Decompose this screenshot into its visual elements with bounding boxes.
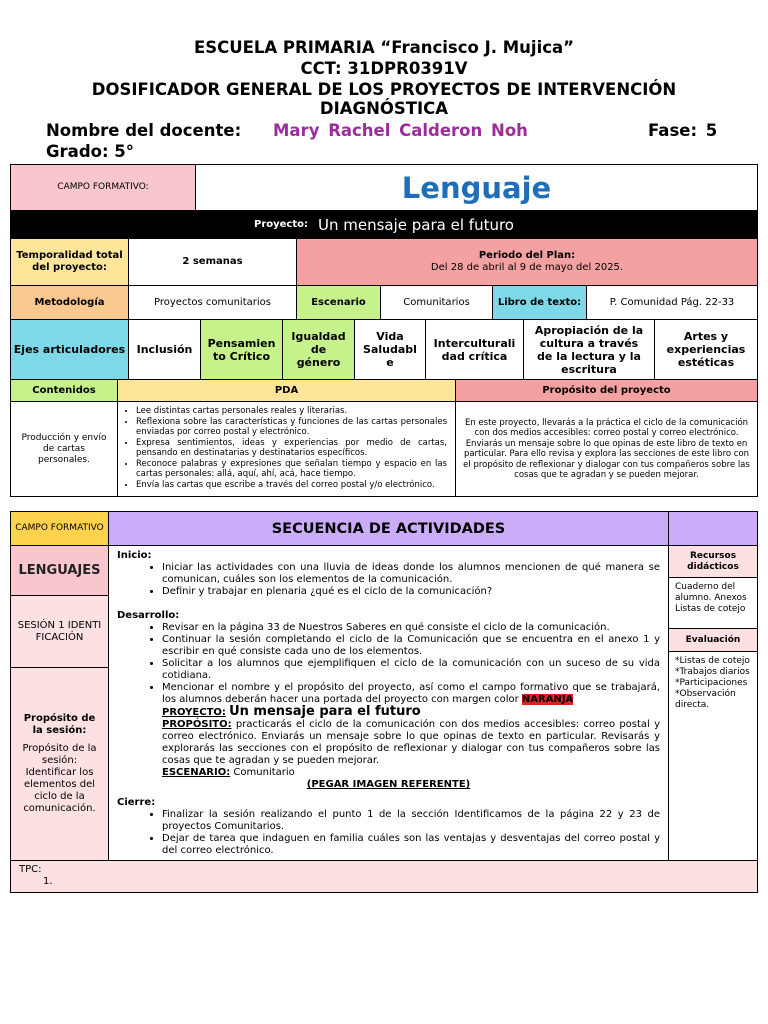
project-value: Un mensaje para el futuro <box>318 215 514 234</box>
eje-pensamiento-critico: Pensamien to Crítico <box>200 319 283 380</box>
cct: CCT: 31DPR0391V <box>300 59 468 78</box>
campo-value: Lenguaje <box>195 164 758 211</box>
contenidos-value: Producción y envío de cartas personales. <box>10 401 118 497</box>
proposito-proyecto-label: Propósito del proyecto <box>455 379 758 402</box>
evaluacion-item: *Participaciones <box>675 678 748 688</box>
inicio-label: Inicio: <box>117 550 152 561</box>
recursos-label: Recursos didácticos <box>668 545 758 578</box>
recursos-value: Cuaderno del alumno. Anexos Listas de cotejo <box>668 577 758 629</box>
eje-apropiacion-cultura: Apropiación de la cultura a través de la lectura y la escritura <box>523 319 655 380</box>
inicio-item: • Iniciar las actividades con una lluvia de ideas donde los alumnos mencionen de qué manera se comunican, cuáles son los elementos de la comunicación. <box>162 562 660 586</box>
project-label: Proyecto: <box>254 218 309 230</box>
pda-item: • Reflexiona sobre las características y funciones de las cartas personales enviadas por correo postal y electrónico. <box>136 417 447 438</box>
naranja-highlight: NARANJA <box>521 694 574 705</box>
escenario-label: ESCENARIO: <box>162 767 231 778</box>
pda-cell <box>117 401 456 497</box>
pda-list <box>124 406 447 490</box>
proposito-sesion-value: Propósito de la sesión: Identificar los elementos del ciclo de la comunicación. <box>22 743 97 814</box>
eje-vida-saludable: Vida Saludabl e <box>354 319 426 380</box>
pda-item: • Lee distintas cartas personales reales y literarias. <box>136 406 447 417</box>
metodologia-value: Proyectos comunitarios <box>128 285 297 320</box>
eje-interculturalidad: Interculturali dad crítica <box>425 319 524 380</box>
cierre-item: • Finalizar la sesión realizando el punto 1 de la sección Identificamos de la página 22 y 23 de proyectos Comunitarios. <box>162 809 660 833</box>
desarrollo-item <box>162 682 660 706</box>
grade: Grado: 5° <box>46 142 135 161</box>
document-title: DOSIFICADOR GENERAL DE LOS PROYECTOS DE INTERVENCIÓN DIAGNÓSTICA <box>91 80 677 118</box>
periodo-label: Periodo del Plan: <box>478 250 576 261</box>
seq-campo-value: LENGUAJES <box>10 545 109 596</box>
inicio-item: • Definir y trabajar en plenaria ¿qué es el ciclo de la comunicación? <box>162 586 660 598</box>
metodologia-label: Metodología <box>10 285 129 320</box>
sesion-label: SESIÓN 1 IDENTIFICACIÓN <box>10 595 109 668</box>
periodo-value: Del 28 de abril al 9 de mayo del 2025. <box>430 262 624 273</box>
tpc-label: TPC: <box>19 864 42 875</box>
pda-item: • Reconoce palabras y expresiones que señalan tiempo y espacio en las cartas personales: allá, aquí, ahí, acá, hace tiempo. <box>136 459 447 480</box>
desarrollo-list <box>117 622 660 706</box>
proposito-value: practicarás el ciclo de la comunicación con dos medios accesibles: correo postal y correo electrónico. Enviarás un mensaje sobre lo que opinas de texto en particular. Revisarás y explorarás las secciones con el propósito de reflexionar y dialogar con tus compañeros sobre las cosas que te agradan y se pueden mejorar. <box>162 719 660 766</box>
desarrollo-item: • Continuar la sesión completando el ciclo de la Comunicación que se encuentra en el anexo 1 y escribir en qué consiste cada uno de los elementos. <box>162 634 660 658</box>
temporalidad-value: 2 semanas <box>128 238 297 286</box>
teacher-label: Nombre del docente: <box>46 121 242 140</box>
seq-title-right <box>668 511 758 546</box>
pda-item: • Expresa sentimientos, ideas y experiencias por medio de cartas, pensando en destinatarias y destinatarios específicos. <box>136 438 447 459</box>
proposito-sesion-cell <box>10 667 109 861</box>
evaluacion-cell <box>668 651 758 861</box>
libro-label: Libro de texto: <box>492 285 587 320</box>
teacher-name: Mary Rachel Calderon Noh <box>273 121 528 140</box>
periodo-cell <box>296 238 758 286</box>
tpc-cell <box>10 860 758 893</box>
desarrollo-item: • Solicitar a los alumnos que ejemplifiquen el ciclo de la comunicación con un suceso de su vida cotidiana. <box>162 658 660 682</box>
proyecto-value: Un mensaje para el futuro <box>229 704 421 719</box>
desarrollo-label: Desarrollo: <box>117 610 180 621</box>
cierre-list <box>117 809 660 857</box>
pda-item: • Envía las cartas que escribe a través del correo postal y/o electrónico. <box>136 480 447 491</box>
contenidos-label: Contenidos <box>10 379 118 402</box>
proposito-proyecto-value: En este proyecto, llevarás a la práctica el ciclo de la comunicación con dos medios accesibles: correo postal y correo electrónico. Enviarás un mensaje sobre lo que opinas de este libro de texto en particular. Para ello revisa y explora las secciones de este libro con el propósito de reflexionar y dialogar con tus compañeros sobre las cosas que te agradan y se pueden mejorar. <box>455 401 758 497</box>
evaluacion-item: *Listas de cotejo <box>675 656 750 666</box>
cierre-item: • Dejar de tarea que indaguen en familia cuáles son las ventajas y desventajas del correo postal y del correo electrónico. <box>162 833 660 857</box>
proposito-label: PROPÓSITO: <box>162 719 232 730</box>
evaluacion-label: Evaluación <box>668 628 758 652</box>
campo-label: CAMPO FORMATIVO: <box>10 164 196 211</box>
pda-label: PDA <box>117 379 456 402</box>
pegar-imagen: (PEGAR IMAGEN REFERENTE) <box>306 779 471 790</box>
ejes-label: Ejes articuladores <box>10 319 129 380</box>
cierre-label: Cierre: <box>117 797 156 808</box>
temporalidad-label: Temporalidad total del proyecto: <box>10 238 129 286</box>
evaluacion-item: *Observación directa. <box>675 689 736 710</box>
evaluacion-item: *Trabajos diarios <box>675 667 750 677</box>
seq-title: SECUENCIA DE ACTIVIDADES <box>108 511 669 546</box>
proposito-sesion-label: Propósito de la sesión: <box>23 713 96 736</box>
escenario-label: Escenario <box>296 285 381 320</box>
phase: Fase: 5 <box>648 121 718 140</box>
proyecto-label: PROYECTO: <box>162 707 226 718</box>
escenario-value: Comunitario <box>233 767 295 778</box>
escenario-value: Comunitarios <box>380 285 493 320</box>
proyecto-details <box>117 706 660 791</box>
seq-campo-label: CAMPO FORMATIVO <box>10 511 109 546</box>
actividades-cell <box>108 545 669 861</box>
inicio-list <box>117 562 660 598</box>
eje-inclusion: Inclusión <box>128 319 201 380</box>
eje-artes: Artes y experiencias estéticas <box>654 319 758 380</box>
eje-igualdad-genero: Igualdad de género <box>282 319 355 380</box>
desarrollo-item-text: Mencionar el nombre y el propósito del proyecto, así como el campo formativo que se trabajará, los alumnos deberán hacer una portada del proyecto con margen color <box>162 682 660 705</box>
school-name: ESCUELA PRIMARIA “Francisco J. Mujica” <box>193 38 575 57</box>
project-bar <box>10 210 758 239</box>
tpc-item: 1. <box>43 876 53 887</box>
desarrollo-item: • Revisar en la página 33 de Nuestros Saberes en qué consiste el ciclo de la comunicación. <box>162 622 660 634</box>
libro-value: P. Comunidad Pág. 22-33 <box>586 285 758 320</box>
